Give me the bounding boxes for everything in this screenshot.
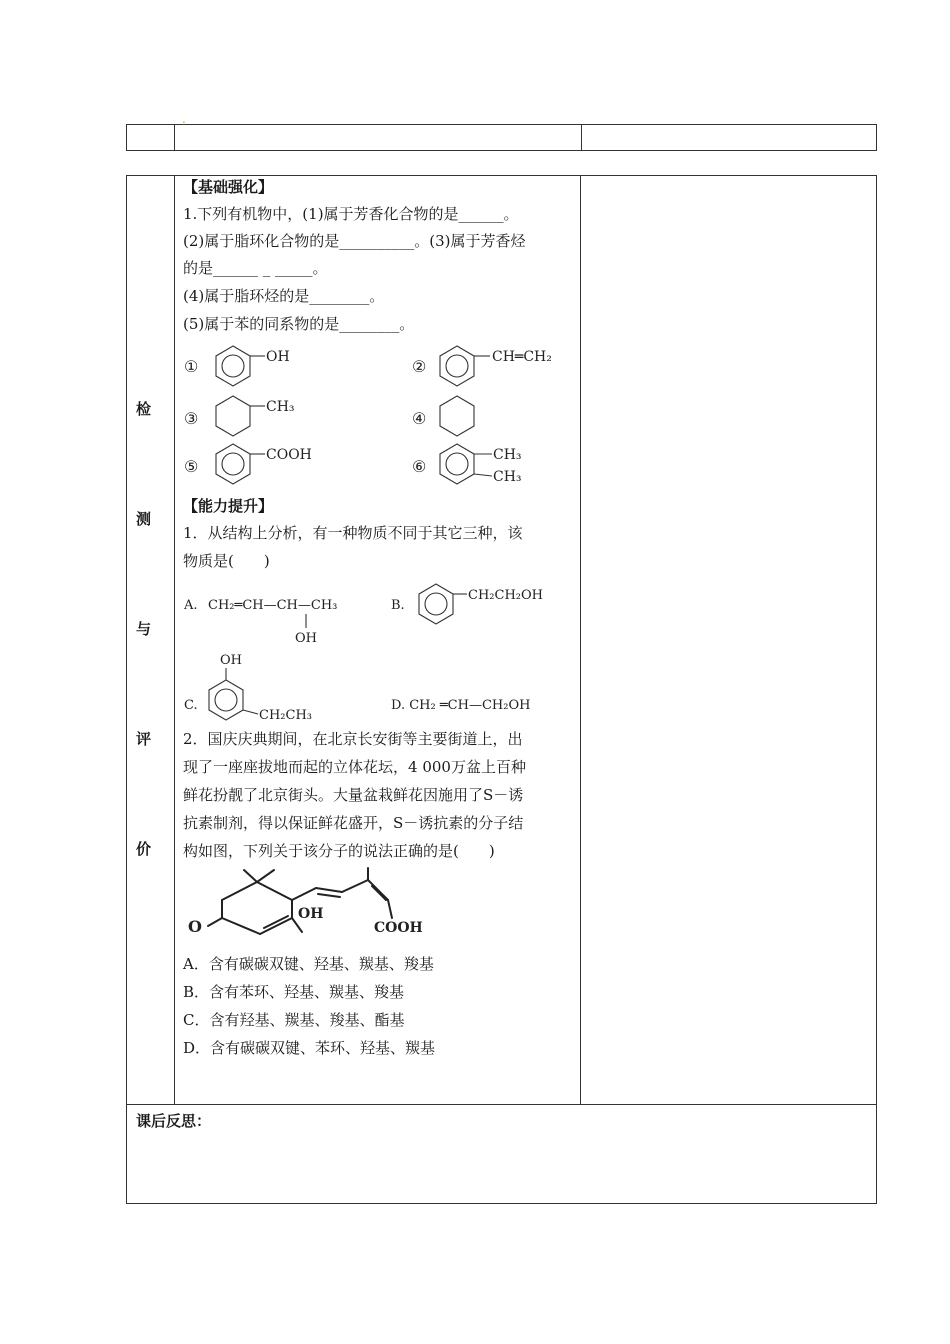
cyclohexane-ring-icon (440, 396, 474, 436)
ability-question-line: 1．从结构上分析，有一种物质不同于其它三种，该 (183, 524, 523, 542)
molecule-oxygen-label: O (188, 917, 202, 936)
structure-number: ⑥ (412, 457, 427, 476)
basic-question-line: (2)属于脂环化合物的是__________。(3)属于芳香烃 (183, 232, 526, 250)
structure-number: ④ (412, 409, 427, 428)
basic-question-line: 的是______ _ _____。 (183, 259, 328, 277)
q2-choice: C．含有羟基、羰基、羧基、酯基 (183, 1011, 405, 1029)
reflection-separator (126, 1104, 877, 1105)
benzene-ring-icon (216, 346, 250, 386)
side-label-char: 评 (136, 730, 152, 748)
option-c-top: OH (220, 653, 242, 668)
main-table-divider (174, 175, 175, 1104)
side-label-char: 与 (136, 620, 152, 638)
basic-question-line: (4)属于脂环烃的是________。 (183, 287, 385, 305)
main-table-divider (580, 175, 581, 1104)
option-b-prefix: B. (391, 598, 405, 613)
option-c-prefix: C. (184, 698, 198, 713)
side-label-char: 价 (136, 840, 152, 858)
structure-figures (180, 338, 575, 493)
structure-number: ⑤ (184, 457, 199, 476)
basic-question-line: (5)属于苯的同系物的是________。 (183, 315, 415, 333)
ability-question-line: 物质是( ) (183, 552, 270, 570)
structure-label: CH₃ (493, 447, 522, 463)
q1-option-figures (180, 578, 575, 728)
top-row-mark: . (182, 112, 186, 126)
option-d: D. CH₂ ═CH—CH₂OH (391, 698, 531, 713)
q2-line: 构如图，下列关于该分子的说法正确的是( ) (183, 842, 495, 860)
option-c-label: CH₂CH₃ (259, 708, 312, 723)
q2-line: 鲜花扮靓了北京街头。大量盆栽鲜花因施用了S－诱 (183, 786, 524, 804)
q2-choice: D．含有碳碳双键、苯环、羟基、羰基 (183, 1039, 436, 1057)
top-row-divider (581, 124, 582, 151)
option-a-sub: OH (295, 631, 317, 646)
option-a-chain: CH₂═CH—CH—CH₃ (208, 598, 338, 613)
benzene-ring-icon (209, 680, 243, 720)
q2-line: 2．国庆庆典期间，在北京长安街等主要街道上，出 (183, 730, 523, 748)
reflection-label: 课后反思： (136, 1112, 212, 1130)
molecule-cooh-label: COOH (374, 920, 423, 936)
top-row-divider (174, 124, 175, 151)
structure-label: COOH (266, 447, 312, 463)
structure-label: CH₃ (266, 399, 295, 415)
benzene-ring-icon (440, 444, 474, 484)
structure-number: ③ (184, 409, 199, 428)
basic-heading: 【基础强化】 (183, 178, 274, 196)
q2-line: 抗素制剂，得以保证鲜花盛开，S－诱抗素的分子结 (183, 814, 524, 832)
q2-choice: A．含有碳碳双键、羟基、羰基、羧基 (183, 955, 434, 973)
benzene-ring-icon (440, 346, 474, 386)
structure-label: OH (266, 349, 290, 365)
benzene-ring-icon (216, 444, 250, 484)
structure-number: ① (184, 357, 199, 376)
q2-line: 现了一座座拔地而起的立体花坛，4 000万盆上百种 (183, 758, 526, 776)
ability-heading: 【能力提升】 (183, 497, 274, 515)
side-label-char: 检 (136, 400, 152, 418)
top-table-row (126, 124, 877, 151)
structure-label: CH₃ (493, 469, 522, 485)
option-a-prefix: A. (184, 598, 198, 613)
option-b-label: CH₂CH₂OH (468, 588, 543, 603)
benzene-ring-icon (419, 584, 453, 624)
cyclohexane-ring-icon (216, 396, 250, 436)
structure-number: ② (412, 357, 427, 376)
molecule-oh-label: OH (298, 906, 324, 922)
side-label-char: 测 (136, 510, 152, 528)
basic-question-line: 1.下列有机物中，(1)属于芳香化合物的是______。 (183, 205, 519, 223)
structure-label: CH═CH₂ (492, 349, 552, 365)
q2-choice: B．含有苯环、羟基、羰基、羧基 (183, 983, 405, 1001)
abscisic-acid-structure (182, 866, 442, 942)
